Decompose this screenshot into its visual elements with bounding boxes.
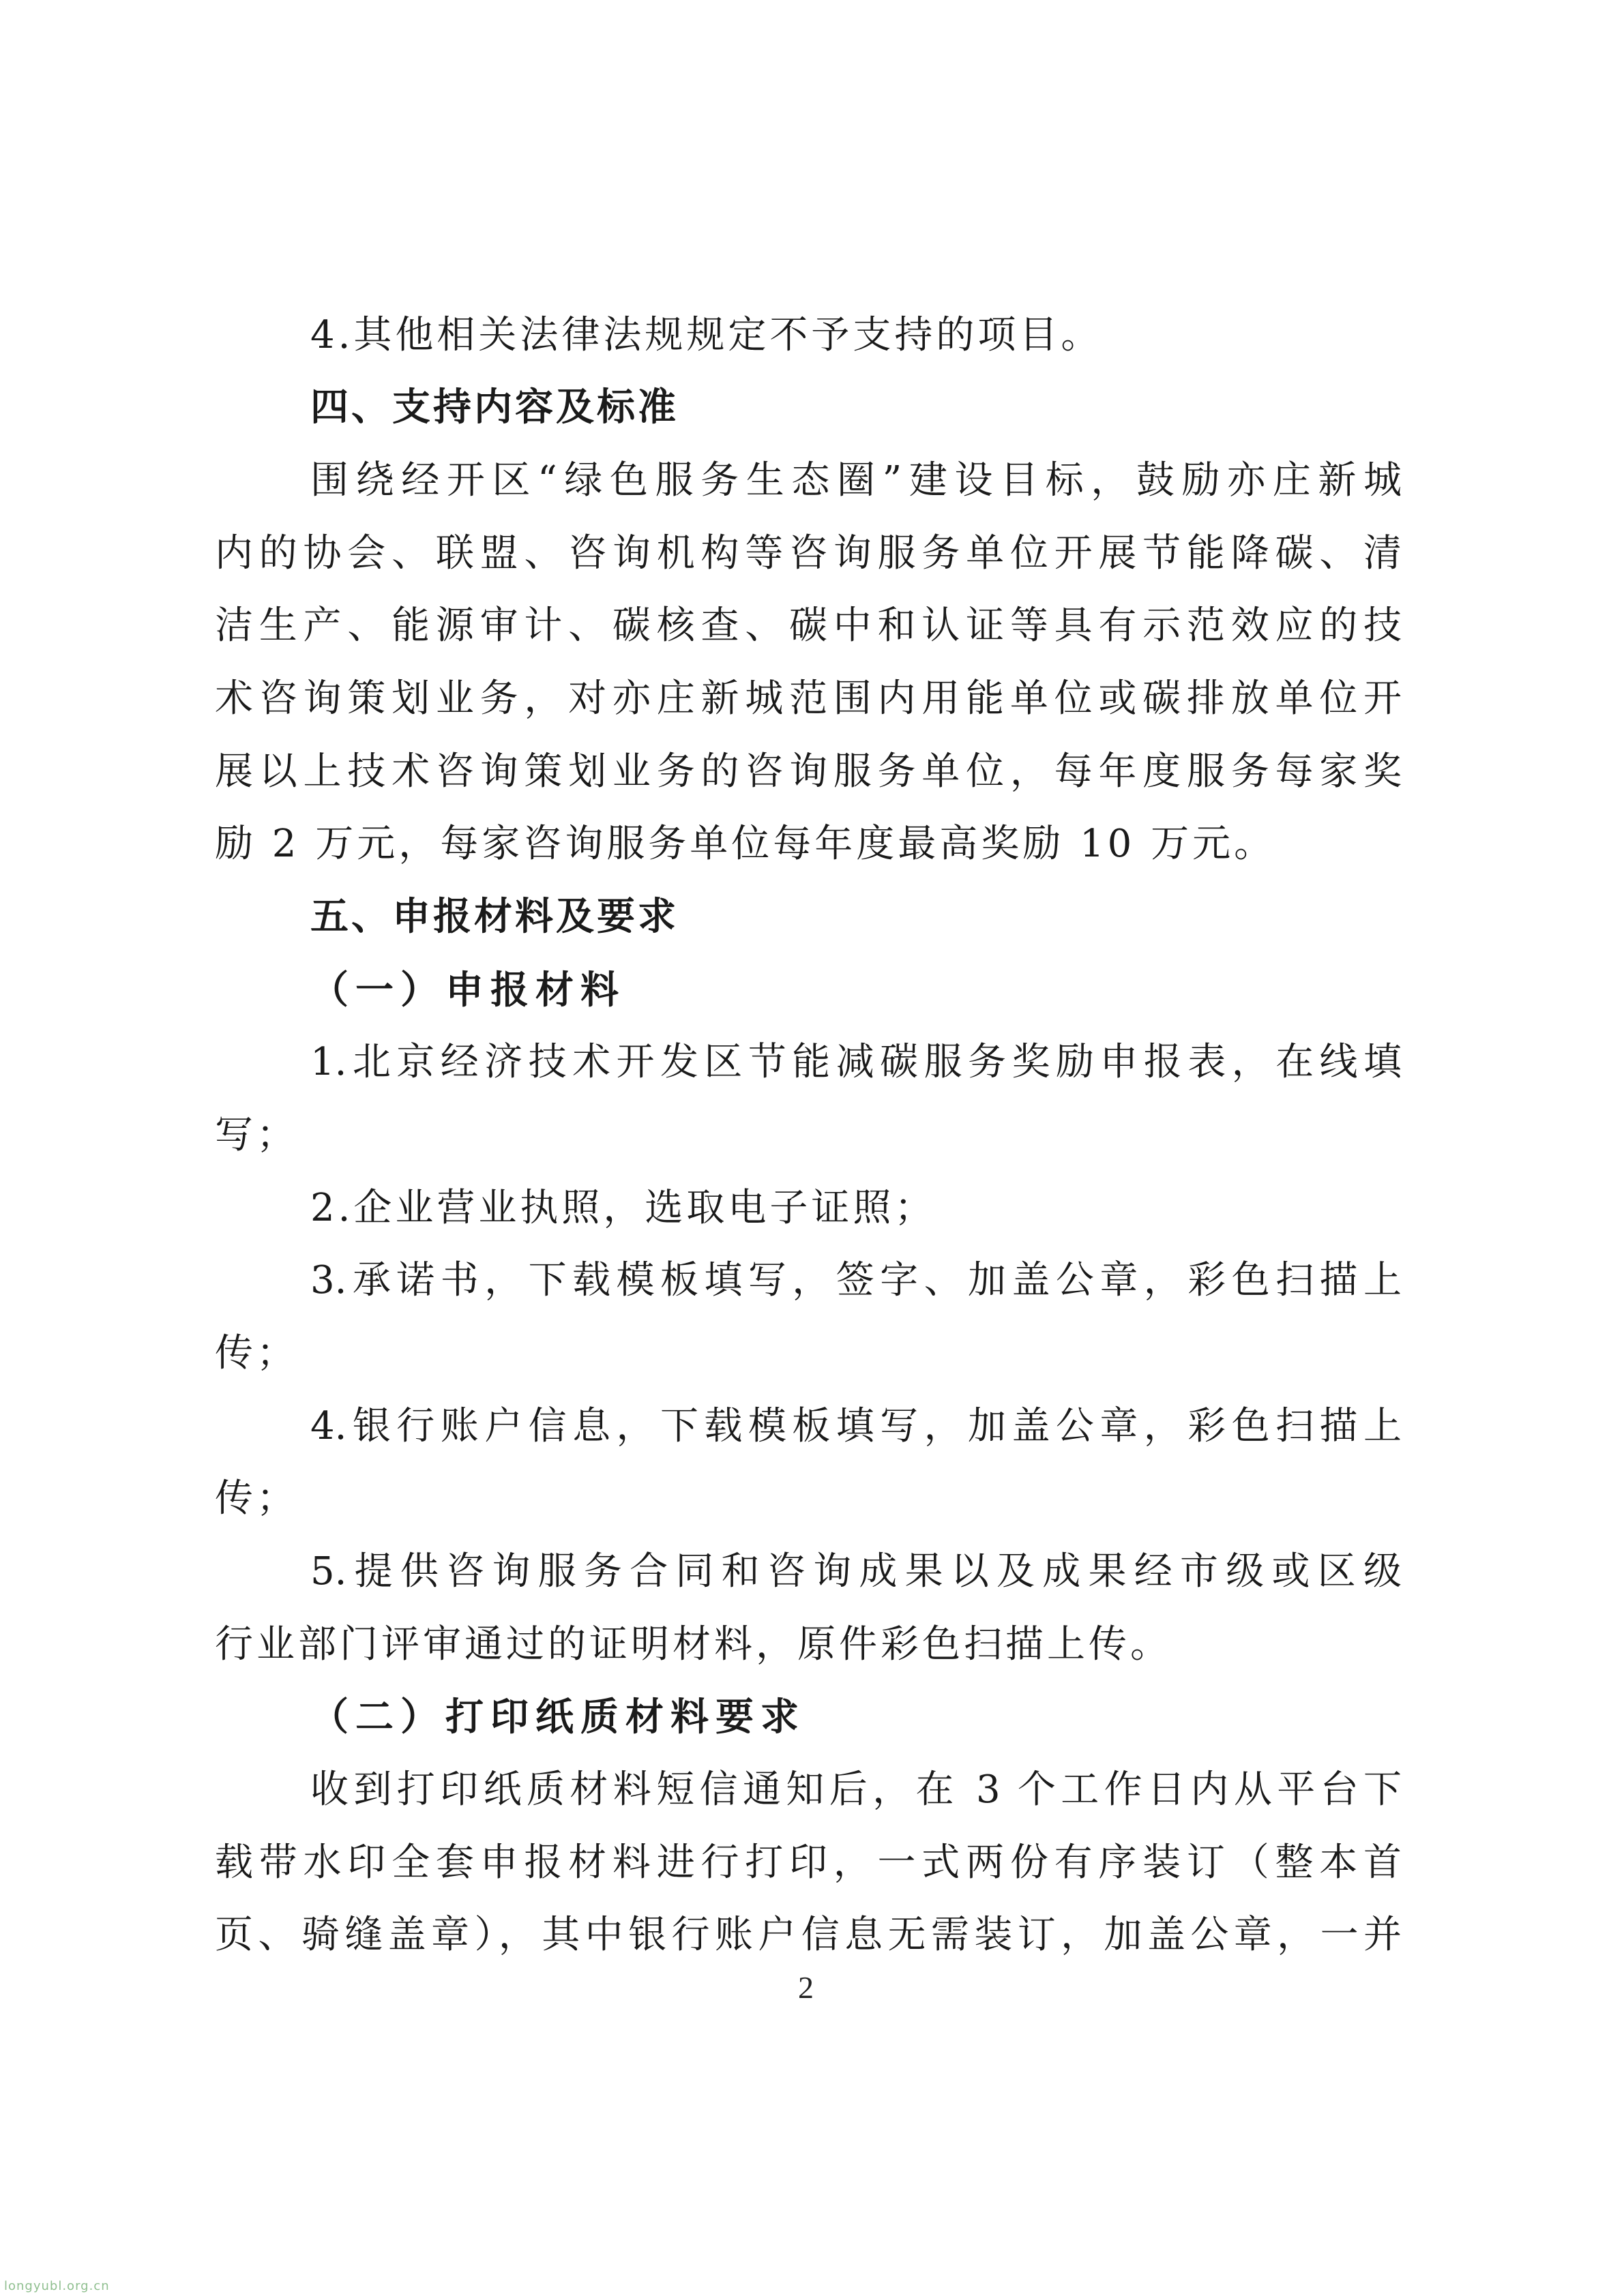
list-item-continuation: 写； xyxy=(215,1113,298,1157)
paragraph-line: 励 2 万元，每家咨询服务单位每年度最高奖励 10 万元。 xyxy=(215,822,1276,866)
paragraph-line: 围绕经开区“绿色服务生态圈”建设目标，鼓励亦庄新城 xyxy=(310,458,1402,503)
paragraph-line: 4.其他相关法律法规规定不予支持的项目。 xyxy=(310,313,1103,357)
section-heading: 五、申报材料及要求 xyxy=(310,895,679,939)
paragraph-line: 术咨询策划业务，对亦庄新城范围内用能单位或碳排放单位开 xyxy=(215,676,1402,721)
subsection-heading: （一）申报材料 xyxy=(310,968,625,1013)
list-item-continuation: 行业部门评审通过的证明材料，原件彩色扫描上传。 xyxy=(215,1622,1172,1667)
paragraph-line: 载带水印全套申报材料进行打印，一式两份有序装订（整本首 xyxy=(215,1840,1402,1885)
subsection-heading: （二）打印纸质材料要求 xyxy=(310,1695,806,1740)
page-number: 2 xyxy=(798,1970,814,2005)
paragraph-line: 收到打印纸质材料短信通知后，在 3 个工作日内从平台下 xyxy=(310,1768,1402,1812)
list-item: 3.承诺书，下载模板填写，签字、加盖公章，彩色扫描上 xyxy=(310,1258,1402,1302)
list-item-continuation: 传； xyxy=(215,1331,298,1375)
paragraph-line: 洁生产、能源审计、碳核查、碳中和认证等具有示范效应的技 xyxy=(215,603,1402,648)
list-item: 1.北京经济技术开发区节能减碳服务奖励申报表，在线填 xyxy=(310,1040,1402,1084)
list-item: 2.企业营业执照，选取电子证照； xyxy=(310,1186,936,1230)
list-item: 4.银行账户信息，下载模板填写，加盖公章，彩色扫描上 xyxy=(310,1404,1402,1448)
section-heading: 四、支持内容及标准 xyxy=(310,385,679,430)
list-item-continuation: 传； xyxy=(215,1476,298,1521)
paragraph-line: 内的协会、联盟、咨询机构等咨询服务单位开展节能降碳、清 xyxy=(215,531,1402,576)
paragraph-line: 展以上技术咨询策划业务的咨询服务单位，每年度服务每家奖 xyxy=(215,749,1402,794)
watermark-text: longyubl.org.cn xyxy=(4,2279,110,2293)
list-item: 5.提供咨询服务合同和咨询成果以及成果经市级或区级 xyxy=(310,1549,1402,1594)
paragraph-line: 页、骑缝盖章），其中银行账户信息无需装订，加盖公章，一并 xyxy=(215,1913,1402,1957)
